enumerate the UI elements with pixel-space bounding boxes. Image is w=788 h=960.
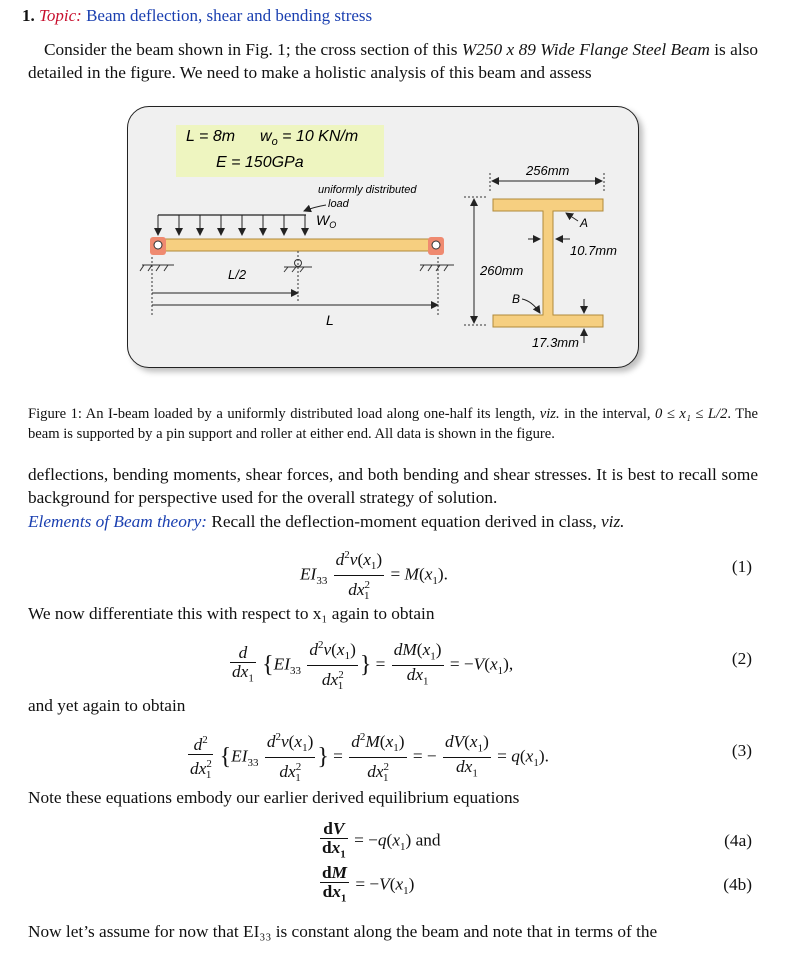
caption-interval: 0 ≤ x₁ ≤ L/2 <box>655 406 728 422</box>
flange-label: 17.3mm <box>532 335 579 350</box>
depth-label: 260mm <box>480 263 524 278</box>
caption-lead: Figure 1: An I-beam loaded by a uniformly distributed load along one-half its length, <box>28 406 540 422</box>
param-w0: $w_o = 10$ KN/m <box>260 128 359 148</box>
equation-2: $\frac{d}{dx_1}$ {$EI_{33}$ $\frac{d^2v(x_1)}{dx^2_1}$ } = $\frac{dM(x_1)}{dx_1}$ = $-V(x_1)$, <box>228 636 513 695</box>
right-hatch <box>420 265 448 271</box>
eq-number-4b: (4b) <box>723 875 752 894</box>
paragraph-constant: Now let’s assume for now that EI₃₃ is constant along the beam and note that in terms of the <box>28 922 658 941</box>
load-symbol: $W_O$ <box>316 212 337 230</box>
paragraph-beam-theory <box>28 510 625 533</box>
param-L: L = 8m <box>186 128 236 145</box>
span-label: L <box>326 312 334 328</box>
beam <box>152 239 442 251</box>
figure-caption <box>28 404 758 444</box>
paragraph-equilibrium: Note these equations embody our earlier derived equilibrium equations <box>28 788 520 807</box>
left-pin <box>154 241 162 249</box>
caption-mid: in the interval, <box>559 406 656 422</box>
load-arrows <box>158 215 305 235</box>
section-title: Beam deflection, shear and bending stress <box>86 6 373 25</box>
caption-tail: . The beam is supported by a pin support and roller at either end. All data is shown in the figure. <box>28 406 758 442</box>
eq-number-4a: (4a) <box>724 831 752 850</box>
eq-number-2: (2) <box>731 649 752 668</box>
load-label-leader <box>304 205 326 211</box>
point-a-label: A <box>580 216 589 230</box>
web-label: 10.7mm <box>570 243 617 258</box>
half-span-label: L/2 <box>228 267 247 282</box>
equation-1: $EI_{33}$ $\frac{d^2v(x_1)}{dx^2_1}$ = $M(x_1)$. <box>300 546 448 605</box>
left-hatch <box>140 265 168 271</box>
intro-text-b: is also detailed in the figure. We need to make a holistic analysis of this beam and assess <box>28 40 758 82</box>
section-number: 1. <box>22 6 35 25</box>
and-word: and <box>415 830 441 850</box>
paragraph-differentiate: We now differentiate this with respect to x₁ again to obtain <box>28 604 435 623</box>
paragraph-yet-again: and yet again to obtain <box>28 696 186 715</box>
width-label: 256mm <box>526 163 570 178</box>
beam-theory-text: Recall the deflection-moment equation derived in class, <box>207 512 601 531</box>
load-label-1: uniformly distributed <box>318 184 417 196</box>
point-b-label: B <box>512 292 521 306</box>
section-heading <box>22 6 372 26</box>
intro-paragraph <box>28 38 758 84</box>
beam-theory-label: Elements of Beam theory: <box>28 512 207 531</box>
load-label-2: load <box>328 198 349 210</box>
right-pin <box>432 241 440 249</box>
eq-number-1: (1) <box>731 557 752 576</box>
beam-name: W250 x 89 Wide Flange Steel Beam <box>461 40 710 59</box>
equation-4a: $\frac{dV}{dx_1}$ = $-q(x_1)$ and <box>318 820 441 863</box>
beam-theory-viz: viz. <box>600 512 625 531</box>
intro-text-a: Consider the beam shown in Fig. 1; the cross section of this <box>44 40 462 59</box>
beam-figure-svg <box>128 107 638 367</box>
eq-number-3: (3) <box>731 741 752 760</box>
figure-1 <box>127 106 639 368</box>
param-E: E = 150GPa <box>216 154 304 171</box>
paragraph-background: deflections, bending moments, shear forces, and both bending and shear stresses. It is best to recall some background for perspective used for the overall strategy of solution. <box>28 465 758 507</box>
caption-viz: viz. <box>539 406 560 422</box>
equation-3: $\frac{d^2}{dx^2_1}$ {$EI_{33}$ $\frac{d^2v(x_1)}{dx^2_1}$ } = $\frac{d^2M(x_1)}{dx^2_1}$ = − $\frac{dV(x_1)}{dx_1}$ = $q(x_1)$. <box>186 728 549 787</box>
topic-label: Topic: <box>39 6 82 25</box>
equation-4b: $\frac{dM}{dx_1}$ = $-V(x_1)$ <box>318 864 414 907</box>
